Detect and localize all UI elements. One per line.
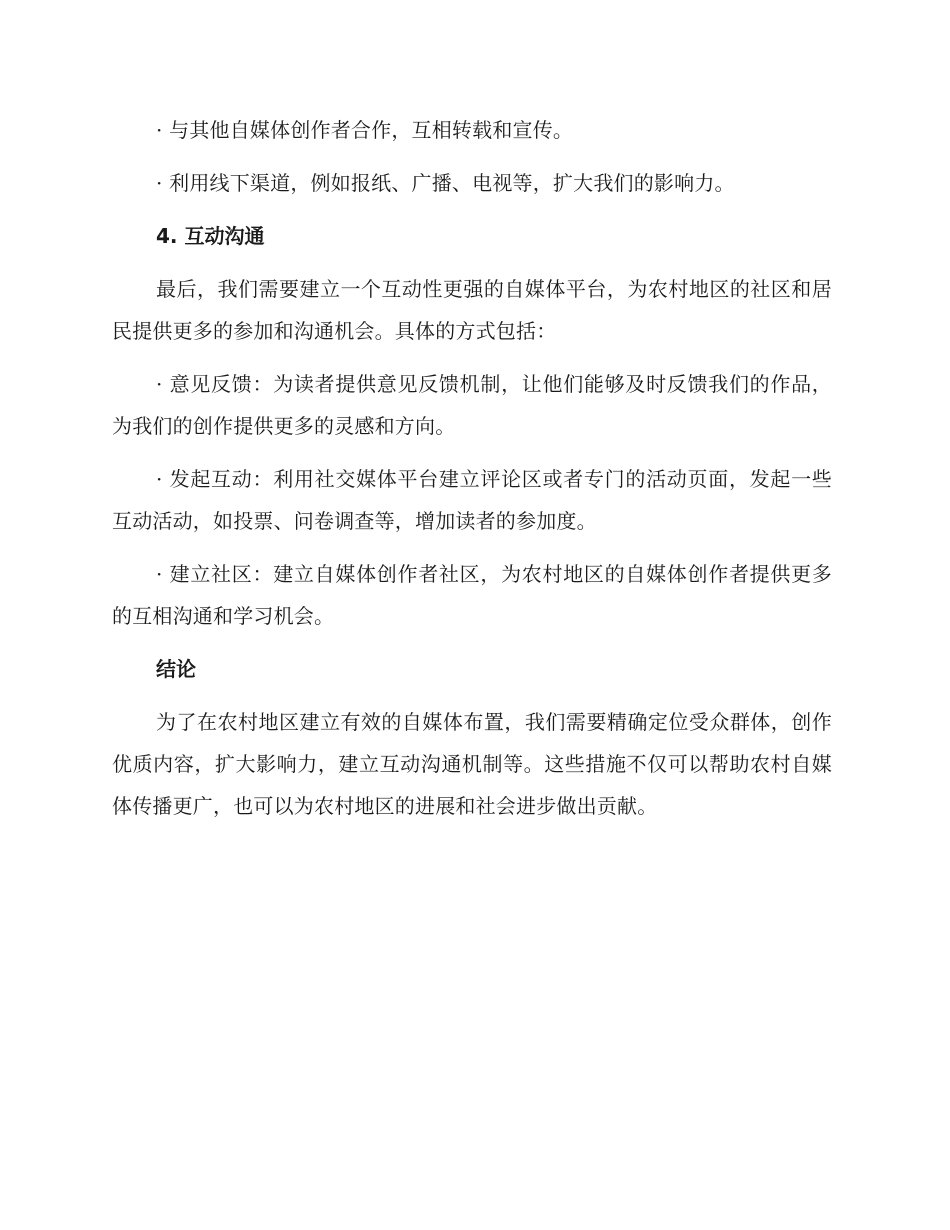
bullet-build-community: · 建立社区：建立自媒体创作者社区，为农村地区的自媒体创作者提供更多的互相沟通和学习机会。 [112, 562, 832, 628]
section-heading-conclusion: 结论 [156, 657, 196, 681]
section-heading-interaction: 4. 互动沟通 [156, 224, 265, 248]
bullet-initiate-interaction: · 发起互动：利用社交媒体平台建立评论区或者专门的活动页面，发起一些互动活动，如投票、问卷调查等，增加读者的参加度。 [112, 467, 832, 533]
bullet-collaborate: · 与其他自媒体创作者合作，互相转载和宣传。 [156, 118, 574, 142]
paragraph-interaction-intro: 最后，我们需要建立一个互动性更强的自媒体平台，为农村地区的社区和居民提供更多的参加和沟通机会。具体的方式包括： [112, 277, 832, 343]
document-page [112, 109, 832, 838]
bullet-offline-channels: · 利用线下渠道，例如报纸、广播、电视等，扩大我们的影响力。 [156, 171, 735, 195]
bullet-feedback: · 意见反馈：为读者提供意见反馈机制，让他们能够及时反馈我们的作品，为我们的创作提供更多的灵感和方向。 [112, 372, 832, 438]
paragraph-conclusion: 为了在农村地区建立有效的自媒体布置，我们需要精确定位受众群体，创作优质内容，扩大影响力，建立互动沟通机制等。这些措施不仅可以帮助农村自媒体传播更广，也可以为农村地区的进展和社会进步做出贡献。 [112, 710, 832, 818]
